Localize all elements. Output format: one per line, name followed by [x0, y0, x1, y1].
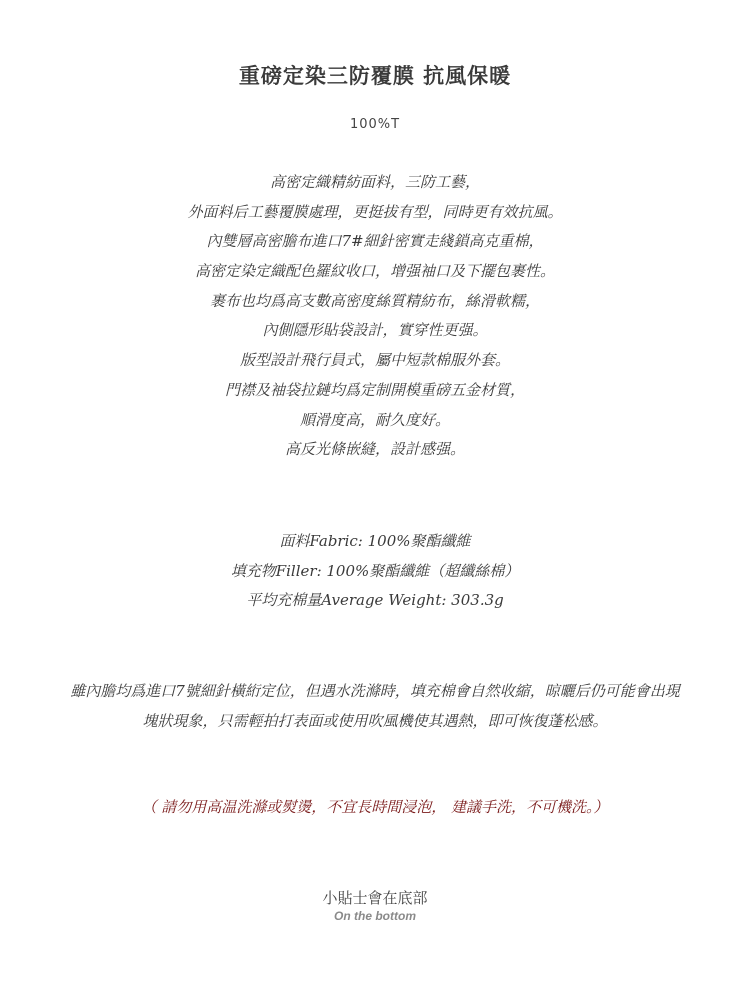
description-line: 裹布也均爲高支數高密度絲質精紡布，絲滑軟糯， — [209, 291, 540, 310]
tip-label-en: On the bottom — [334, 909, 416, 923]
description-block — [0, 168, 750, 465]
tip-block — [0, 888, 750, 924]
page-title: 重磅定染三防覆膜 抗風保暖 — [238, 63, 512, 88]
description-line: 內側隱形貼袋設計，實穿性更强。 — [262, 321, 488, 340]
description-line: 版型設計飛行員式，屬中短款棉服外套。 — [239, 351, 510, 370]
spec-filler: 填充物Filler: 100%聚酯纖維（超纖絲棉） — [230, 561, 520, 580]
care-note-line: 塊狀現象，只需輕拍打表面或使用吹風機使其遇熱，即可恢復蓬松感。 — [142, 712, 608, 730]
washing-warning: （ 請勿用高温洗滌或熨燙，不宜長時間浸泡， 建議手洗，不可機洗。） — [141, 798, 609, 816]
care-note-line: 雖內膽均爲進口7號細針橫絎定位，但遇水洗滌時，填充棉會自然收縮，晾曬后仍可能會出現 — [70, 682, 680, 700]
description-line: 順滑度高，耐久度好。 — [299, 410, 450, 429]
description-line: 高密定染定織配色羅紋收口，增强袖口及下擺包裹性。 — [194, 262, 555, 281]
spec-weight: 平均充棉量Average Weight: 303.3g — [246, 591, 504, 609]
spec-fabric: 面料Fabric: 100%聚酯纖維 — [279, 532, 471, 550]
description-line: 門襟及袖袋拉鏈均爲定制開模重磅五金材質， — [224, 380, 525, 399]
tip-label-zh: 小貼士會在底部 — [322, 889, 428, 907]
description-line: 高密定織精紡面料，三防工藝， — [269, 173, 480, 191]
description-line: 高反光條嵌縫，設計感强。 — [284, 440, 465, 459]
specs-block — [0, 527, 750, 616]
care-note — [40, 676, 710, 736]
page-subtitle: 100%T — [349, 117, 401, 132]
description-line: 內雙層高密膽布進口7#細針密實走綫鎖高克重棉， — [206, 232, 544, 251]
description-line: 外面料后工藝覆膜處理，更挺拔有型，同時更有效抗風。 — [187, 202, 563, 221]
